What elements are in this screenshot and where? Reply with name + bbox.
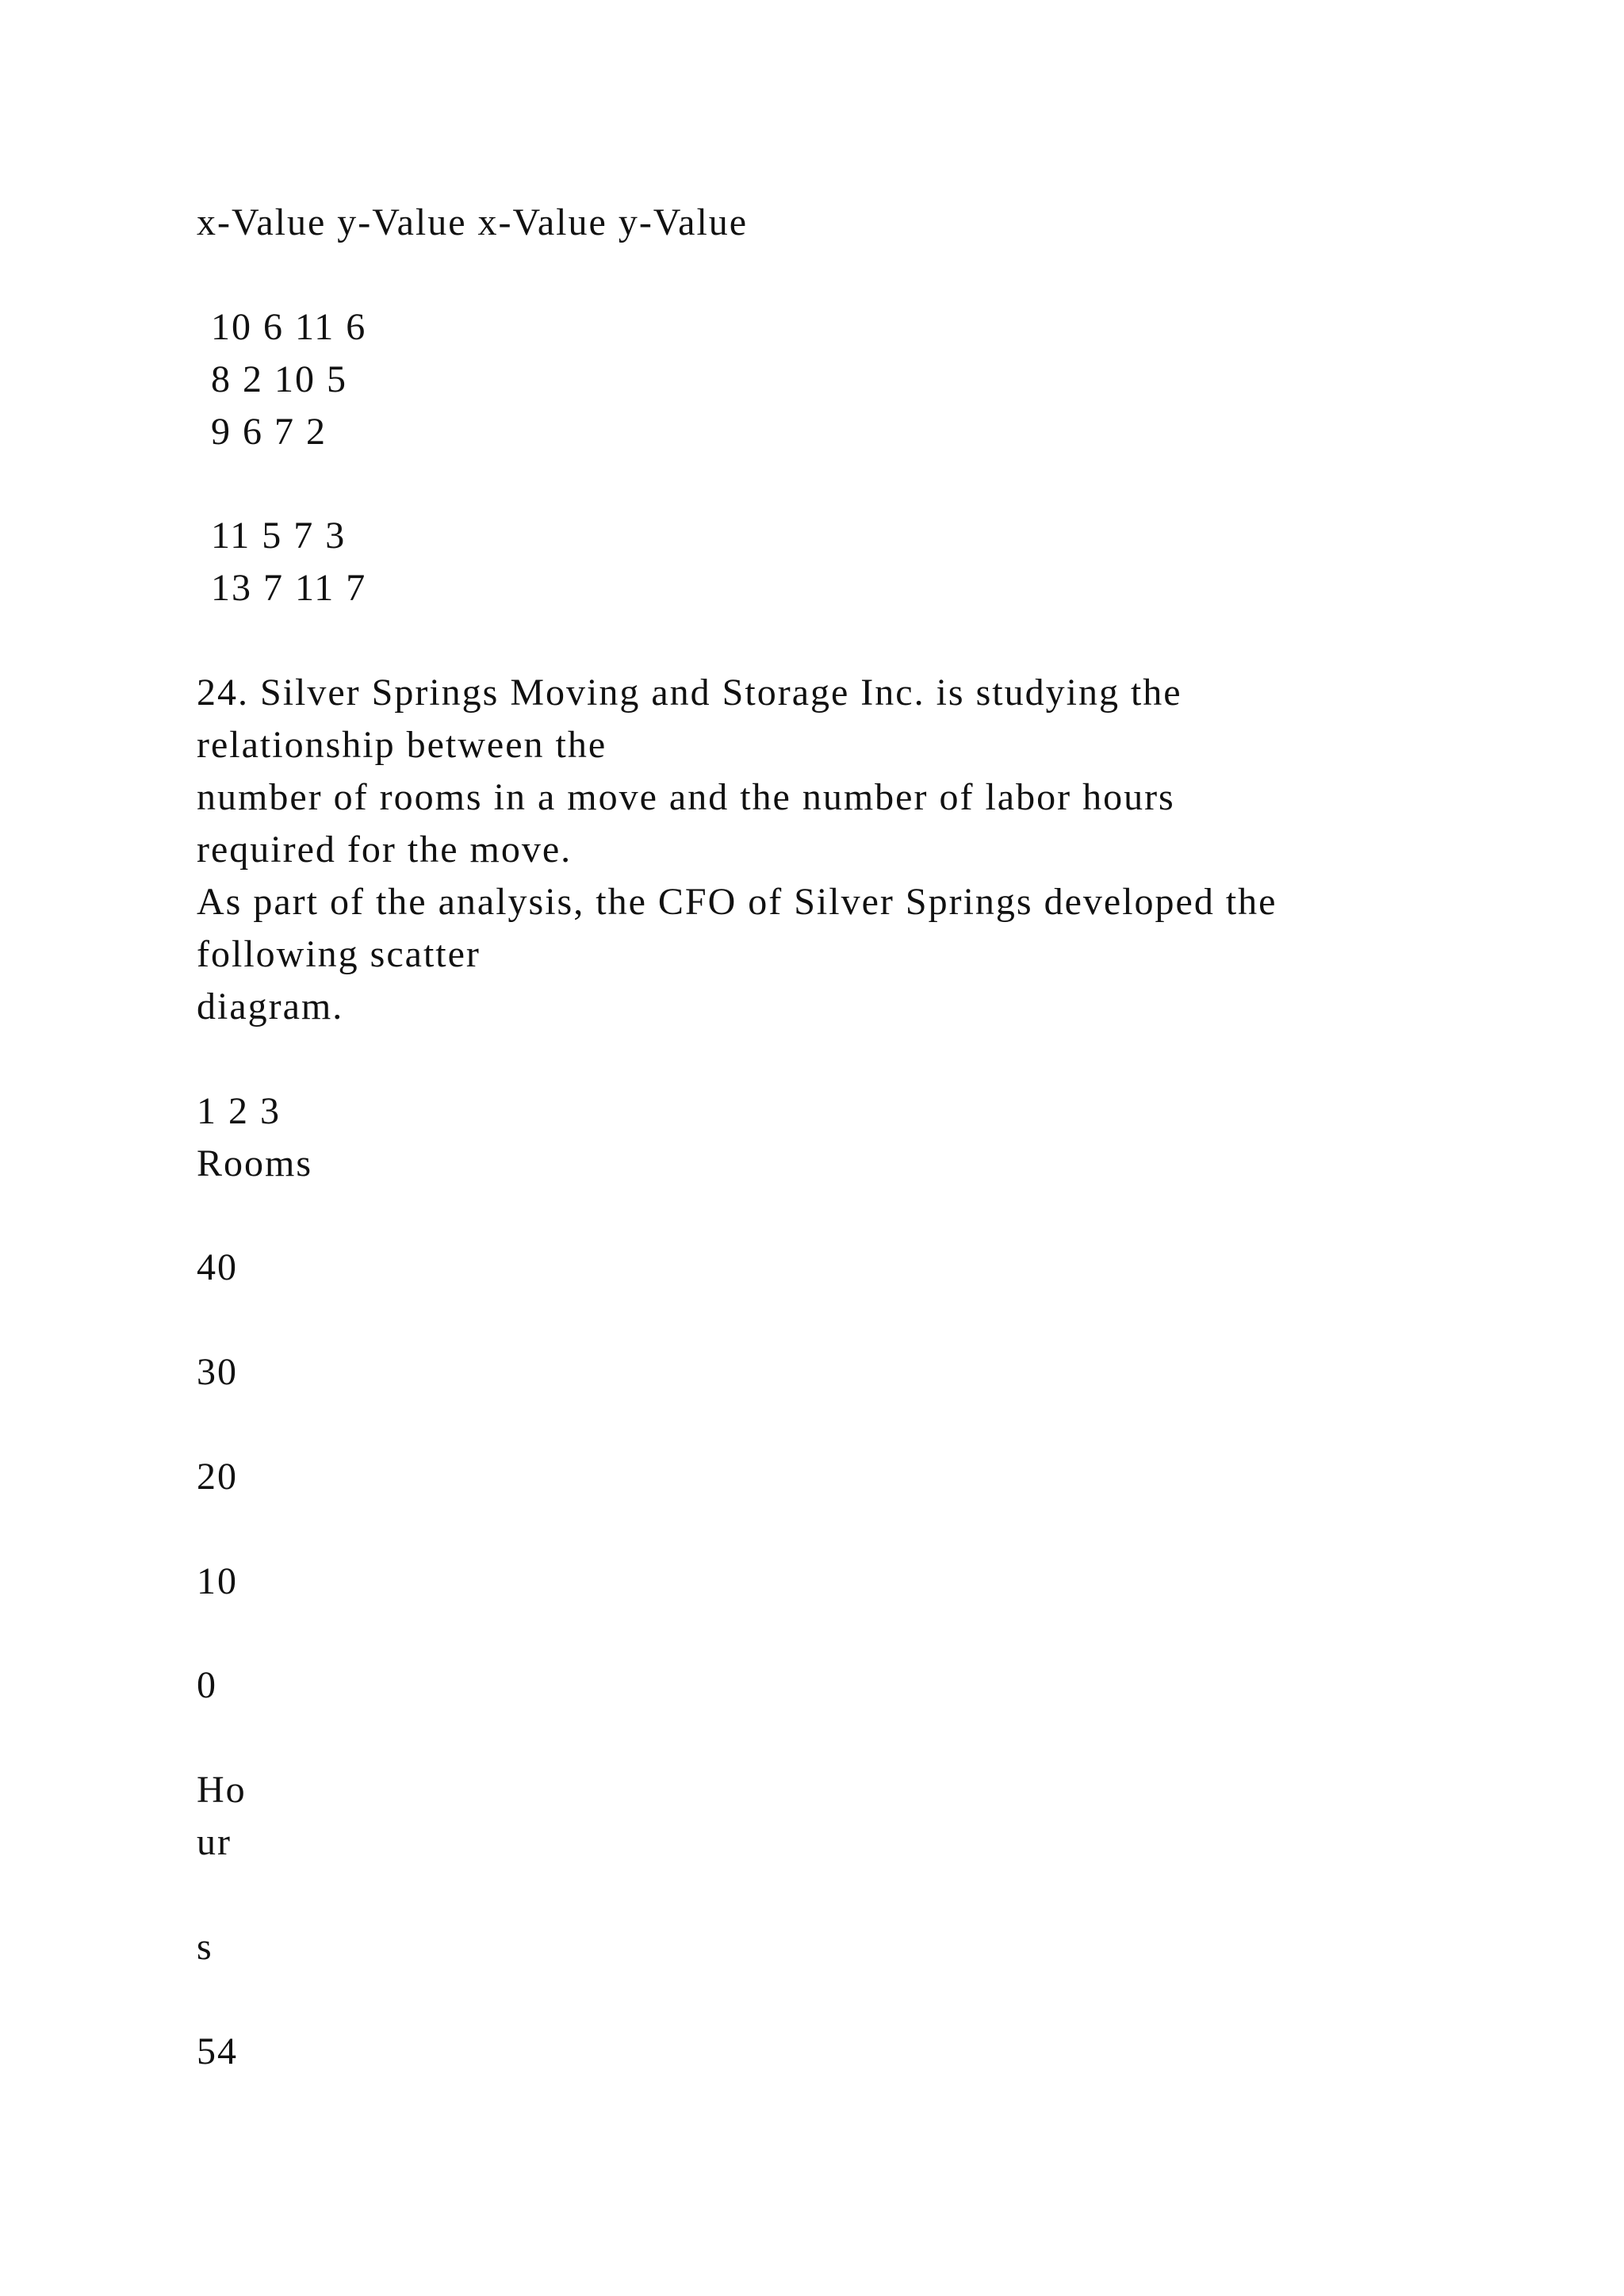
y-tick-label: 0	[197, 1664, 217, 1706]
problem-line: number of rooms in a move and the number of labor hours	[197, 776, 1175, 818]
y-tick-label: 10	[197, 1560, 238, 1602]
problem-line: 24. Silver Springs Moving and Storage Inc. is studying the	[197, 672, 1182, 714]
table-row: 13 7 11 7	[211, 567, 367, 609]
table-row: 8 2 10 5	[211, 358, 347, 400]
y-tick-label: 20	[197, 1456, 238, 1498]
y-axis-label-part: s	[197, 1926, 213, 1968]
table-row: 10 6 11 6	[211, 306, 367, 348]
table-row: 9 6 7 2	[211, 411, 327, 453]
x-axis-label: Rooms	[197, 1142, 313, 1184]
y-tick-label: 30	[197, 1351, 238, 1393]
y-tick-label: 40	[197, 1246, 238, 1288]
y-axis-label-part: ur	[197, 1821, 232, 1863]
problem-line: diagram.	[197, 985, 344, 1027]
problem-line: As part of the analysis, the CFO of Silver Springs developed the	[197, 881, 1277, 923]
y-axis-label-part: Ho	[197, 1769, 247, 1811]
problem-line: required for the move.	[197, 828, 573, 871]
x-tick-labels: 1 2 3	[197, 1090, 281, 1132]
table-row: 11 5 7 3	[211, 515, 347, 557]
page-number: 54	[197, 2030, 238, 2072]
problem-line: following scatter	[197, 933, 481, 975]
table-header: x-Value y-Value x-Value y-Value	[197, 201, 749, 243]
problem-line: relationship between the	[197, 724, 607, 766]
